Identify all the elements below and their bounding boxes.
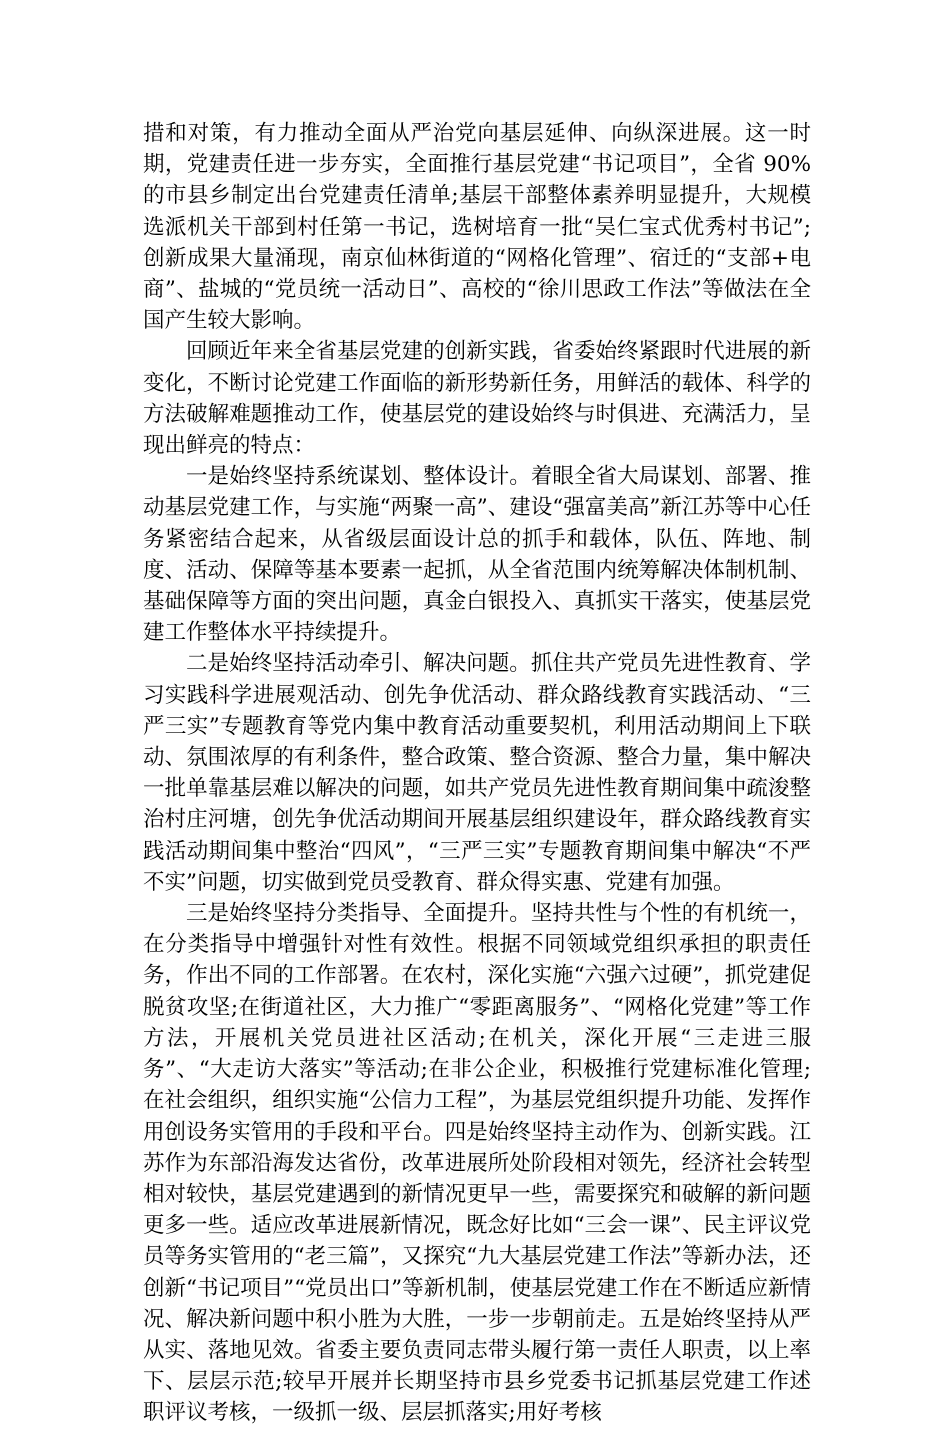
paragraph-4: 二是始终坚持活动牵引、解决问题。抓住共产党员先进性教育、学习实践科学进展观活动、创先争优活动、群众路线教育实践活动、“三严三实”专题教育等党内集中教育活动重要契机，利用活动期间上下联动、氛围浓厚的有利条件，整合政策、整合资源、整合力量，集中解决一批单靠基层难以解决的问题，如共产党员先进性教育期间集中疏浚整治村庄河塘，创先争优活动期间开展基层组织建设年，群众路线教育实践活动期间集中整治“四风”，“三严三实”专题教育期间集中解决“不严不实”问题，切实做到党员受教育、群众得实惠、党建有加强。 xyxy=(143,651,811,895)
paragraph-1: 措和对策，有力推动全面从严治党向基层延伸、向纵深进展。这一时期，党建责任进一步夯实，全面推行基层党建“书记项目”，全省 90%的市县乡制定出台党建责任清单;基层干部整体素养明显提升，大规模选派机关干部到村任第一书记，选树培育一批“吴仁宝式优秀村书记”;创新成果大量涌现，南京仙林街道的“网格化管理”、宿迁的“支部+电商”、盐城的“党员统一活动日”、高校的“徐川思政工作法”等做法在全国产生较大影响。 xyxy=(143,121,811,334)
paragraph-2: 回顾近年来全省基层党建的创新实践，省委始终紧跟时代进展的新变化，不断讨论党建工作面临的新形势新任务，用鲜活的载体、科学的方法破解难题推动工作，使基层党的建设始终与时俱进、充满活力，呈现出鲜亮的特点： xyxy=(143,339,811,459)
paragraph-3: 一是始终坚持系统谋划、整体设计。着眼全省大局谋划、部署、推动基层党建工作，与实施“两聚一高”、建设“强富美高”新江苏等中心任务紧密结合起来，从省级层面设计总的抓手和载体，队伍、阵地、制度、活动、保障等基本要素一起抓，从全省范围内统筹解决体制机制、基础保障等方面的突出问题，真金白银投入、真抓实干落实，使基层党建工作整体水平持续提升。 xyxy=(143,464,811,646)
document-page xyxy=(143,118,811,1429)
paragraph-5: 三是始终坚持分类指导、全面提升。坚持共性与个性的有机统一，在分类指导中增强针对性有效性。根据不同领域党组织承担的职责任务，作出不同的工作部署。在农村，深化实施“六强六过硬”，抓党建促脱贫攻坚;在街道社区，大力推广“零距离服务”、“网格化党建”等工作方法，开展机关党员进社区活动;在机关，深化开展“三走进三服务”、“大走访大落实”等活动;在非公企业，积极推行党建标准化管理;在社会组织，组织实施“公信力工程”，为基层党组织提升功能、发挥作用创设务实管用的手段和平台。四是始终坚持主动作为、创新实践。江苏作为东部沿海发达省份，改革进展所处阶段相对领先，经济社会转型相对较快，基层党建遇到的新情况更早一些，需要探究和破解的新问题更多一些。适应改革进展新情况，既念好比如“三会一课”、民主评议党员等务实管用的“老三篇”，又探究“九大基层党建工作法”等新办法，还创新“书记项目”“党员出口”等新机制，使基层党建工作在不断适应新情况、解决新问题中积小胜为大胜，一步一步朝前走。五是始终坚持从严从实、落地见效。省委主要负责同志带头履行第一责任人职责，以上率下、层层示范;较早开展并长期坚持市县乡党委书记抓基层党建工作述职评议考核，一级抓一级、层层抓落实;用好考核 xyxy=(143,901,811,1426)
